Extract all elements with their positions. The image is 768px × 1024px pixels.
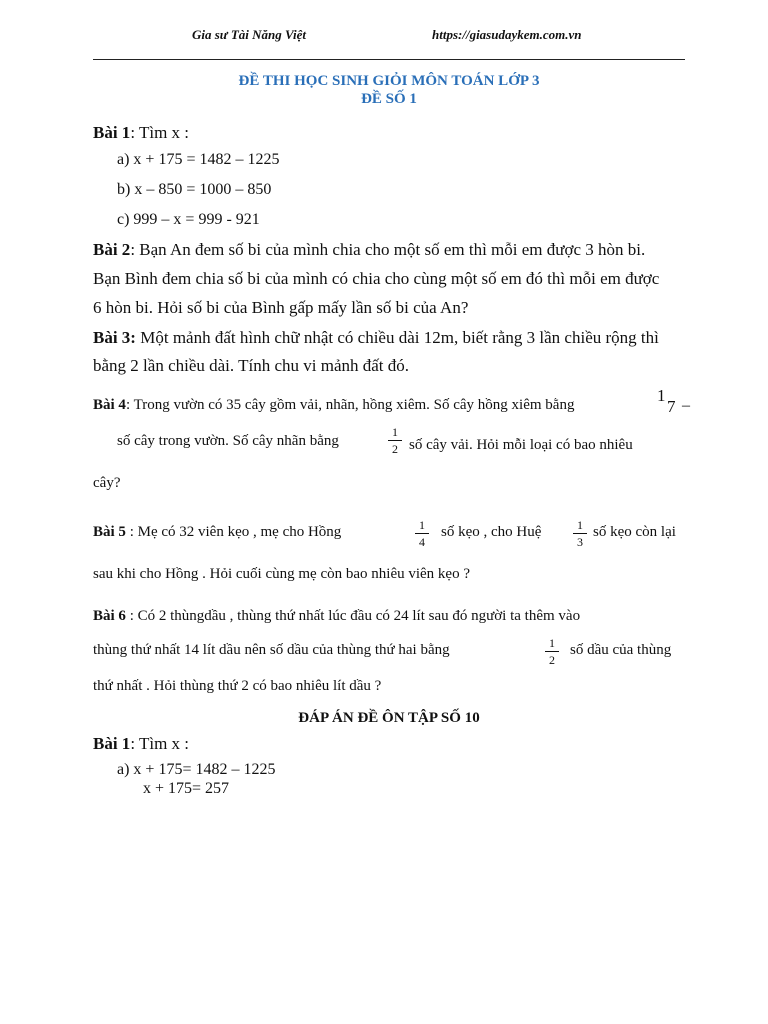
bai6-line2a: thùng thứ nhất 14 lít dầu nên số dầu của thùng thứ hai bằng (93, 642, 450, 658)
bai4-frac2-num: 1 (392, 425, 398, 439)
bai5-frac1-den: 4 (419, 535, 425, 549)
answer-bai1-text: : Tìm x : (130, 734, 190, 753)
bai5-frac2-den: 3 (577, 535, 583, 549)
bai5-line1b: số kẹo , cho Huệ (441, 524, 542, 540)
bai5-text-1a: : Mẹ có 32 viên kẹo , mẹ cho Hồng (125, 524, 342, 540)
bai4-line2a: số cây trong vườn. Số cây nhãn bằng (117, 433, 339, 449)
answer-bai1-label: Bài 1 (93, 734, 131, 753)
bai2-line3: 6 hòn bi. Hỏi số bi của Bình gấp mấy lần số bi của An? (93, 298, 469, 317)
bai5-label: Bài 5 (93, 524, 126, 540)
bai3-line1 (93, 328, 659, 348)
bai4-label: Bài 4 (93, 397, 126, 413)
bai6-text-1: : Có 2 thùngdầu , thùng thứ nhất lúc đầu có 24 lít sau đó người ta thêm vào (125, 608, 581, 624)
bai6-line3: thứ nhất . Hỏi thùng thứ 2 có bao nhiêu lít dầu ? (93, 678, 382, 694)
exam-title: ĐỀ THI HỌC SINH GIỎI MÔN TOÁN LỚP 3 (238, 73, 540, 89)
bai1-item-b: b) x – 850 = 1000 – 850 (117, 181, 272, 198)
bai5-frac2 (573, 518, 587, 549)
bai6-label: Bài 6 (93, 608, 126, 624)
bai6-frac (545, 636, 559, 667)
bai1-item-c: c) 999 – x = 999 - 921 (117, 211, 260, 228)
fraction-bar (388, 440, 402, 441)
bai4-line3: cây? (93, 475, 121, 491)
bai5-frac2-num: 1 (577, 518, 583, 532)
fraction-bar (545, 651, 559, 652)
bai4-line2b: số cây vải. Hỏi mỗi loại có bao nhiêu (409, 437, 633, 453)
answer-title: ĐÁP ÁN ĐỀ ÔN TẬP SỐ 10 (298, 710, 480, 726)
bai1-label: Bài 1 (93, 123, 131, 142)
bai6-frac-num: 1 (549, 636, 555, 650)
bai4-frac1-den: 7 (667, 397, 676, 416)
header-divider (93, 59, 685, 60)
bai3-text-1: Một mảnh đất hình chữ nhật có chiều dài 12m, biết rằng 3 lần chiều rộng thì (135, 328, 659, 347)
bai6-line2b: số dầu của thùng (570, 642, 672, 658)
bai3-label: Bài 3: (93, 328, 136, 347)
bai2-line1 (93, 240, 645, 260)
bai6-line1 (93, 608, 580, 625)
bai2-text-1: : Bạn An đem số bi của mình chia cho một số em thì mỗi em được 3 hòn bi. (130, 240, 646, 259)
bai3-line2: bằng 2 lần chiều dài. Tính chu vi mảnh đất đó. (93, 356, 410, 375)
bai2-label: Bài 2 (93, 240, 131, 259)
answer-item-a: a) x + 175= 1482 – 1225 (117, 761, 276, 778)
bai4-line1 (93, 397, 574, 414)
bai1-heading (93, 123, 189, 143)
header-website-link[interactable]: https://giasudaykem.com.vn (432, 27, 582, 42)
bai5-line2: sau khi cho Hồng . Hỏi cuối cùng mẹ còn bao nhiêu viên kẹo ? (93, 566, 470, 582)
bai5-line1c: số kẹo còn lại (593, 524, 676, 540)
bai6-frac-den: 2 (549, 653, 555, 667)
header-left: Gia sư Tài Năng Việt (192, 27, 306, 42)
answer-item-a-step: x + 175= 257 (143, 780, 230, 797)
bai4-frac2 (388, 425, 402, 456)
bai5-line1a (93, 524, 341, 541)
bai4-dash: – (682, 397, 690, 414)
bai4-frac1-num: 1 (657, 386, 666, 405)
bai1-text: : Tìm x : (130, 123, 190, 142)
bai5-frac1-num: 1 (419, 518, 425, 532)
bai4-text-1: : Trong vườn có 35 cây gồm vải, nhãn, hồng xiêm. Số cây hồng xiêm bằng (125, 397, 575, 413)
fraction-bar (415, 533, 429, 534)
exam-subtitle: ĐỀ SỐ 1 (361, 91, 417, 107)
bai4-frac2-den: 2 (392, 442, 398, 456)
answer-bai1-heading (93, 734, 189, 754)
fraction-bar (573, 533, 587, 534)
bai5-frac1 (415, 518, 429, 549)
bai1-item-a: a) x + 175 = 1482 – 1225 (117, 151, 280, 168)
bai2-line2: Bạn Bình đem chia số bi của mình có chia cho cùng một số em đó thì mỗi em được (93, 269, 660, 288)
